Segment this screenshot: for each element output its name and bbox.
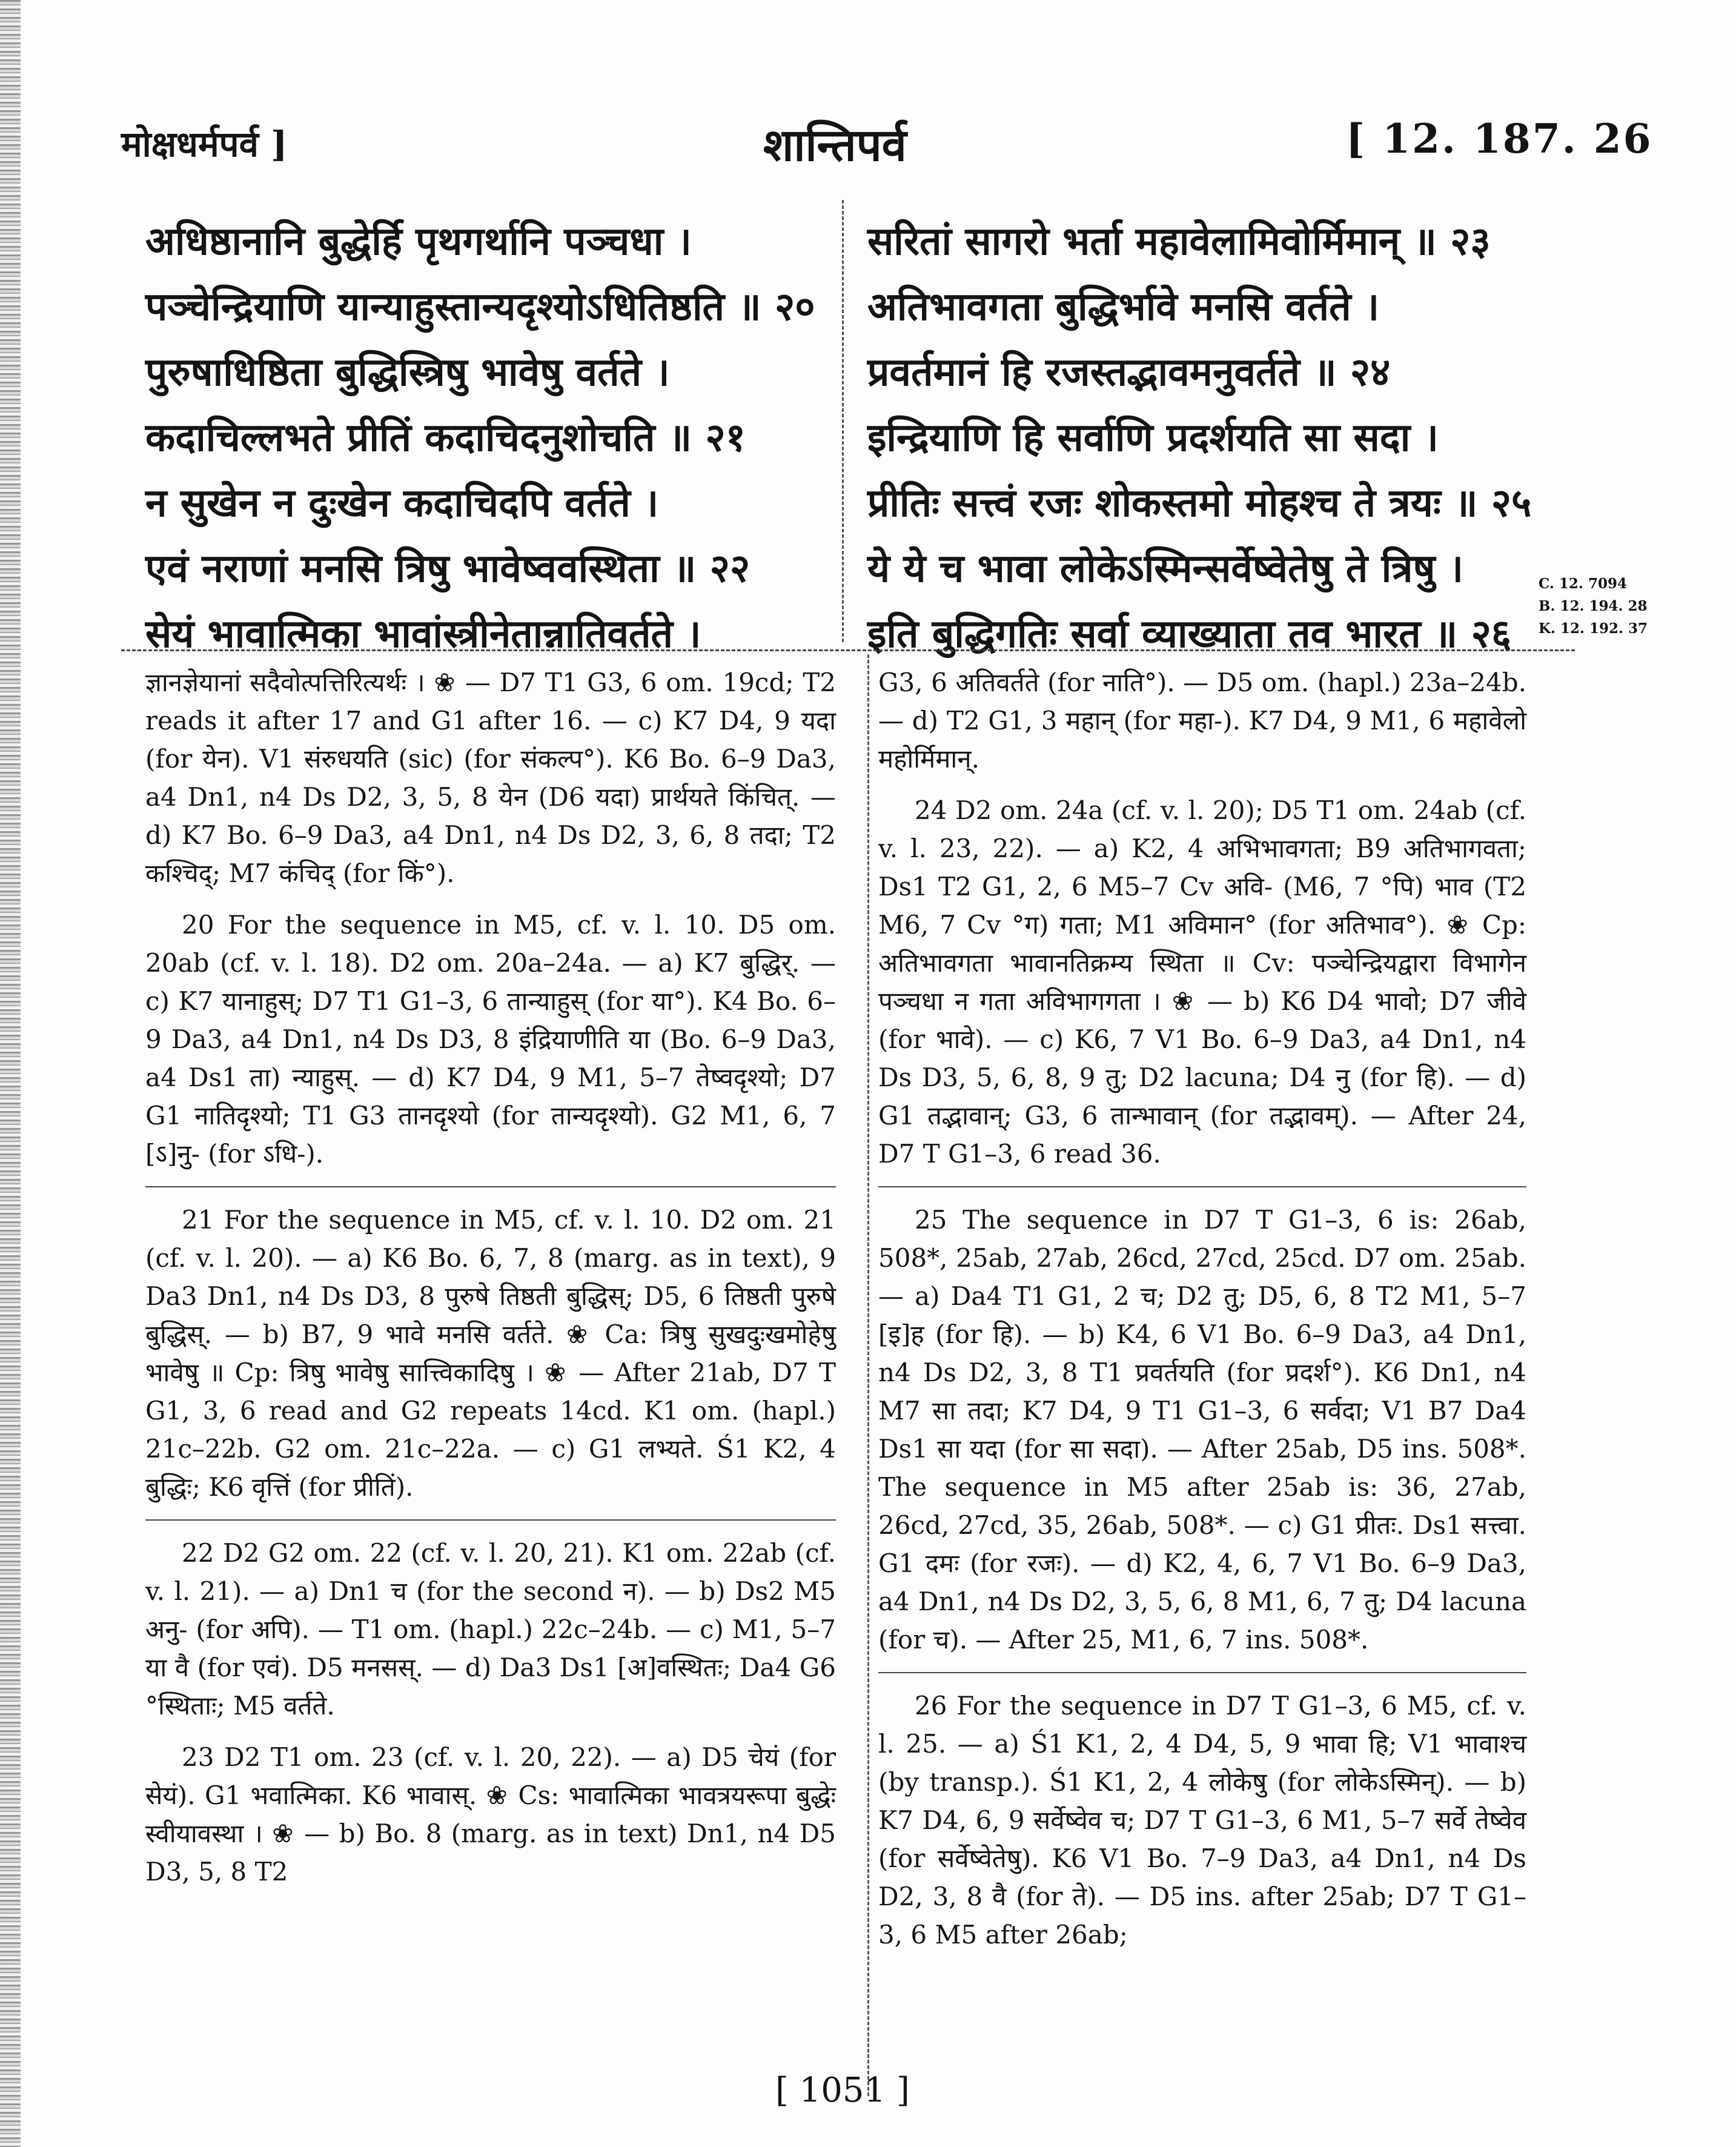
note-paragraph: 24 D2 om. 24a (cf. v. l. 20); D5 T1 om. 24ab (cf. v. l. 23, 22). — a) K2, 4 अभिभावगता; B9 अतिभागवता; Ds1 T2 G1, 2, 6 M5–7 Cv अवि- (M6, 7 °पि) भाव (T2 M6, 7 Cv °ग) गता; M1 अविमान° (for अतिभाव°). ❀ Cp: अतिभावगता भावानतिक्रम्य स्थिता ॥ Cv: पञ्चेन्द्रियद्वारा विभागेन पञ्चधा न गता अविभागगता । ❀ — b) K6 D4 भावो; D7 जीवे (for भावे). — c) K6, 7 V1 Bo. 6–9 Da3, a4 Dn1, n4 Ds D3, 5, 6, 8, 9 तु; D2 lacuna; D4 नु (for हि). — d) G1 तद्भावान्; G3, 6 तान्भावान् (for तद्भावम्). — After 24, D7 T G1–3, 6 read 36. (878, 795, 1526, 1169)
verse-line: इन्द्रियाणि हि सर्वाणि प्रदर्शयति सा सदा । (867, 415, 1439, 460)
column-divider (842, 200, 844, 642)
verse-reference: [ 12. 187. 26 (1346, 115, 1653, 162)
margin-ref: C. 12. 7094 (1539, 576, 1627, 592)
notes-column-divider (867, 654, 869, 2096)
note-separator (878, 1186, 1526, 1187)
note-paragraph: ज्ञानज्ञेयानां सदैवोत्पत्तिरित्यर्थः । ❀ — D7 T1 G3, 6 om. 19cd; T2 reads it after 17 and G1 after 16. — c) K7 D4, 9 यदा (for येन). V1 संरुधयति (sic) (for संकल्प°). K6 Bo. 6–9 Da3, a4 Dn1, n4 Ds D2, 3, 5, 8 येन (D6 यदा) प्रार्थयते किंचित्. — d) K7 Bo. 6–9 Da3, a4 Dn1, n4 Ds D2, 3, 6, 8 तदा; T2 कश्चिद्; M7 कंचिद् (for किं°). (145, 668, 836, 888)
note-paragraph: 20 For the sequence in M5, cf. v. l. 10. D5 om. 20ab (cf. v. l. 18). D2 om. 20a–24a. — a) K7 बुद्धिर्. — c) K7 यानाहुस्; D7 T1 G1–3, 6 तान्याहुस् (for या°). K4 Bo. 6–9 Da3, a4 Dn1, n4 Ds D3, 8 इंद्रियाणीति या (Bo. 6–9 Da3, a4 Ds1 ता) न्याहुस्. — d) K7 D4, 9 M1, 5–7 तेष्वदृश्यो; D7 G1 नातिदृश्यो; T1 G3 तानदृश्यो (for तान्यदृश्यो). G2 M1, 6, 7 [ऽ]नु- (for ऽधि-). (145, 910, 836, 1169)
note-paragraph: 21 For the sequence in M5, cf. v. l. 10. D2 om. 21 (cf. v. l. 20). — a) K6 Bo. 6, 7, 8 (marg. as in text), 9 Da3 Dn1, n4 Ds D3, 8 पुरुषे तिष्ठती बुद्धिस्; D5, 6 तिष्ठती पुरुषे बुद्धिस्. — b) B7, 9 भावे मनसि वर्तते. ❀ Ca: त्रिषु सुखदुःखमोहेषु भावेषु ॥ Cp: त्रिषु भावेषु सात्त्विकादिषु । ❀ — After 21ab, D7 T G1, 3, 6 read and G2 repeats 14cd. K1 om. (hapl.) 21c–22b. G2 om. 21c–22a. — c) G1 लभ्यते. Ś1 K2, 4 बुद्धिः; K6 वृत्तिं (for प्रीतिं). (145, 1205, 836, 1502)
verse-column-right (867, 209, 1531, 667)
notes-column-right (878, 663, 1526, 1967)
verse-line: अधिष्ठानानि बुद्धेर्हि पृथगर्थानि पञ्चधा । (145, 219, 692, 264)
notes-column-left (145, 663, 836, 1904)
note-paragraph: 22 D2 G2 om. 22 (cf. v. l. 20, 21). K1 om. 22ab (cf. v. l. 21). — a) Dn1 च (for the second न). — b) Ds2 M5 अनु- (for अपि). — T1 om. (hapl.) 22c–24b. — c) M1, 5–7 या वै (for एवं). D5 मनसस्. — d) Da3 Ds1 [अ]वस्थितः; Da4 G6 °स्थिताः; M5 वर्तते. (145, 1538, 836, 1721)
note-separator (878, 1672, 1526, 1673)
verse-line: कदाचिल्लभते प्रीतिं कदाचिदनुशोचति ॥ २१ (145, 415, 746, 460)
note-paragraph: 23 D2 T1 om. 23 (cf. v. l. 20, 22). — a) D5 चेयं (for सेयं). G1 भवात्मिका. K6 भावास्. ❀ Cs: भावात्मिका भावत्रयरूपा बुद्धेः स्वीयावस्था । ❀ — b) Bo. 8 (marg. as in text) Dn1, n4 D5 D3, 5, 8 T2 (145, 1742, 836, 1887)
book-title: शान्तिपर्व (763, 119, 907, 171)
verse-line: अतिभावगता बुद्धिर्भावे मनसि वर्तते । (867, 284, 1380, 330)
verse-line: प्रवर्तमानं हि रजस्तद्भावमनुवर्तते ॥ २४ (867, 350, 1391, 395)
section-title: मोक्षधर्मपर्व ] (121, 124, 288, 165)
verse-line: एवं नराणां मनसि त्रिषु भावेष्ववस्थिता ॥ २२ (145, 546, 750, 591)
verse-line: पञ्चेन्द्रियाणि यान्याहुस्तान्यदृश्योऽधितिष्ठति ॥ २० (145, 284, 815, 330)
note-separator (145, 1519, 836, 1521)
note-paragraph: 26 For the sequence in D7 T G1–3, 6 M5, cf. v. l. 25. — a) Ś1 K1, 2, 4 D4, 5, 9 भावा हि; V1 भावाश्च (by transp.). Ś1 K1, 2, 4 लोकेषु (for लोकेऽस्मिन्). — b) K7 D4, 6, 9 सर्वेष्वेव च; D7 T G1–3, 6 M1, 5–7 सर्वे तेष्वेव (for सर्वेष्वेतेषु). K6 V1 Bo. 7–9 Da3, a4 Dn1, n4 Ds D2, 3, 8 वै (for ते). — D5 ins. after 25ab; D7 T G1–3, 6 M5 after 26ab; (878, 1691, 1526, 1950)
verse-line: सेयं भावात्मिका भावांस्त्रीनेतान्नातिवर्तते । (145, 611, 701, 657)
note-paragraph: G3, 6 अतिवर्तते (for नाति°). — D5 om. (hapl.) 23a–24b. — d) T2 G1, 3 महान् (for महा-). K7 D4, 9 M1, 6 महावेलो महोर्मिमान्. (878, 668, 1526, 774)
scan-edge (0, 0, 21, 2147)
verse-line: ये ये च भावा लोकेऽस्मिन्सर्वेष्वेतेषु ते त्रिषु । (867, 546, 1463, 591)
verse-line: प्रीतिः सत्त्वं रजः शोकस्तमो मोहश्च ते त्रयः ॥ २५ (867, 480, 1532, 526)
margin-ref: K. 12. 192. 37 (1539, 620, 1648, 637)
verse-line: न सुखेन न दुःखेन कदाचिदपि वर्तते । (145, 480, 659, 526)
verse-line: पुरुषाधिष्ठिता बुद्धिस्त्रिषु भावेषु वर्तते । (145, 350, 670, 395)
margin-references (1539, 572, 1648, 640)
note-paragraph: 25 The sequence in D7 T G1–3, 6 is: 26ab, 508*, 25ab, 27ab, 26cd, 27cd, 25cd. D7 om. 25ab. — a) Da4 T1 G1, 2 च; D2 तु; D5, 6, 8 T2 M1, 5–7 [इ]ह (for हि). — b) K4, 6 V1 Bo. 6–9 Da3, a4 Dn1, n4 Ds D2, 3, 8 T1 प्रवर्तयति (for प्रदर्श°). K6 Dn1, n4 M7 सा तदा; K7 D4, 9 T1 G1–3, 6 सर्वदा; V1 B7 Da4 Ds1 सा यदा (for सा सदा). — After 25ab, D5 ins. 508*. The sequence in M5 after 25ab is: 36, 27ab, 26cd, 27cd, 35, 26ab, 508*. — c) G1 प्रीतः. Ds1 सत्त्वा. G1 दमः (for रजः). — d) K2, 4, 6, 7 V1 Bo. 6–9 Da3, a4 Dn1, n4 Ds D2, 3, 5, 6, 8 M1, 6, 7 तु; D4 lacuna (for च). — After 25, M1, 6, 7 ins. 508*. (878, 1205, 1526, 1654)
verse-line: सरितां सागरो भर्ता महावेलामिवोर्मिमान् ॥ २३ (867, 219, 1491, 264)
text-notes-divider (121, 649, 1575, 651)
note-separator (145, 1186, 836, 1187)
page-number: [ 1051 ] (775, 2071, 910, 2110)
verse-column-left (145, 209, 815, 667)
verse-line: इति बुद्धिगतिः सर्वा व्याख्याता तव भारत ॥ २६ (867, 611, 1512, 657)
margin-ref: B. 12. 194. 28 (1539, 598, 1648, 614)
